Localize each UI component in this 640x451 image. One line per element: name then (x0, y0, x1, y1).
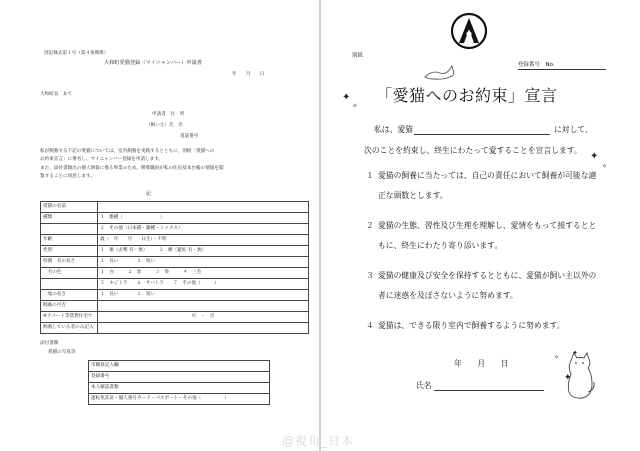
promise-text: 愛猫の生態、習性及び生理を理解し、愛情をもって接するとと (378, 221, 597, 230)
row-label: 飼養している者のみ記入 (41, 323, 98, 334)
row-value (98, 323, 309, 334)
table-row (89, 361, 270, 372)
table-row (41, 268, 309, 279)
application-form-page (0, 0, 318, 451)
table-row (41, 257, 309, 268)
declaration-page (322, 0, 640, 451)
registration-number-label: 登録番号 No. (518, 62, 555, 68)
page-divider (319, 0, 321, 451)
table-row (89, 383, 270, 394)
table-row (41, 312, 309, 323)
addressee: 大和町長 あて (40, 92, 73, 97)
table-row (41, 213, 309, 224)
row-value (98, 301, 309, 312)
row-label: 尾の長さ (41, 290, 98, 301)
form-date-line: 年 月 日 (232, 72, 265, 77)
form-number: 別記様式第１号（第４条関係） (44, 51, 109, 56)
sparkle-icon: ✧ (554, 354, 560, 361)
row-label: 特徴 毛の長さ (41, 257, 98, 268)
sparkle-icon: ✧ (352, 102, 358, 110)
attachments-item: 愛猫の写真等 (48, 350, 76, 355)
promise-text: 愛猫は、できる限り室内で飼養するように努めます。 (378, 321, 565, 330)
table-row (89, 394, 270, 405)
row-label: ※アパート等賃貸住宅で (41, 312, 98, 323)
row-label: 年齢 (41, 235, 98, 246)
row-label: 愛猫の名前 (41, 202, 98, 213)
promise-text: 正な頭数とします。 (378, 191, 448, 200)
promise-number: ２ (366, 221, 374, 230)
intro-line: 覧することに同意します。 (40, 174, 95, 179)
declaration-line-1b: に対して、 (554, 125, 593, 134)
signature-name-label: 氏名 (416, 381, 432, 390)
town-emblem-icon (450, 12, 488, 50)
row-value: １ 長い ２ 短い (98, 257, 309, 268)
cat-doodle-icon (422, 63, 456, 81)
declaration-line-1a: 私は、愛猫 (374, 125, 413, 134)
row-value: １ 白 ２ 黒 ３ 茶 ４ 三毛 (98, 268, 309, 279)
table-row (41, 290, 309, 301)
office-row: 登録番号 (89, 372, 270, 383)
row-label (41, 224, 98, 235)
row-label: 毛の色 (41, 268, 98, 279)
row-value (98, 202, 309, 213)
table-row (41, 224, 309, 235)
office-row: 本人確認書類 (89, 383, 270, 394)
row-value: １ 雑種（ ） (98, 213, 309, 224)
declaration-title: 「愛猫へのお約束」宣言 (376, 86, 558, 105)
table-row (41, 323, 309, 334)
signature-line (434, 390, 544, 391)
applicant-phone-label: 電話番号 (180, 134, 199, 139)
applicant-name-label: （飼い主）氏 名 (146, 123, 183, 128)
row-value: ２ その他（日本猫・雑種・ミックス） (98, 224, 309, 235)
cat-name-line (414, 134, 550, 135)
row-label (41, 279, 98, 290)
cat-info-table (40, 201, 309, 334)
watermark: @視角_日本 (282, 434, 355, 448)
table-row (41, 279, 309, 290)
row-label: 性別 (41, 246, 98, 257)
declaration-line-2: 次のことを約束し、終生にわたって愛することを宣言します。 (364, 146, 582, 155)
table-row (41, 235, 309, 246)
sparkle-icon: ✦ (572, 349, 578, 357)
registration-number-line (518, 69, 606, 70)
promise-number: １ (366, 171, 374, 180)
attachments-heading: 添付書類 (40, 341, 59, 346)
office-row: 市職員記入欄 (89, 361, 270, 372)
applicant-address-label: 申請者 住 所 (152, 112, 185, 117)
row-value: 可 ・ 否 (98, 312, 309, 323)
sitting-cat-icon (562, 349, 596, 402)
sparkle-icon: ✦ (564, 373, 572, 383)
promise-text: 愛猫の健康及び安全を保持するとともに、愛猫が飼い主以外の (378, 271, 597, 280)
row-value: 歳（ 年 月 日生）・不明 (98, 235, 309, 246)
intro-line: 私が飼養する下記の愛猫については、室内飼養を実践するとともに、別紙「愛猫への (40, 149, 215, 154)
sparkle-icon: ✦ (342, 92, 351, 103)
table-row (41, 202, 309, 213)
office-use-table (88, 360, 270, 405)
table-row (41, 246, 309, 257)
sparkle-icon: ✧ (602, 163, 608, 170)
row-value: ５ キジトラ ６ サバトラ ７ その他（ ） (98, 279, 309, 290)
row-label: 種類 (41, 213, 98, 224)
office-row: 運転免許証・個人番号カード・パスポート・その他（ ） (89, 394, 270, 405)
row-value: １ 長い ２ 短い (98, 290, 309, 301)
row-label: 飼養の可否 (41, 301, 98, 312)
promise-number: ４ (366, 321, 374, 330)
table-row (41, 301, 309, 312)
declaration-date-line: 年 月 日 (454, 359, 509, 368)
sparkle-icon: ✦ (590, 151, 599, 162)
promise-text: 者に迷惑を及ぼさないように努めます。 (378, 291, 518, 300)
row-value: １ 雄（去勢 有・無） ２ 雌（避妊 有・無） (98, 246, 309, 257)
table-row (89, 372, 270, 383)
promise-number: ３ (366, 271, 374, 280)
intro-line: お約束宣言」に署名し、マイニャンバー登録を申請します。 (40, 157, 164, 162)
promise-text: 愛猫の飼養に当たっては、自己の責任において飼養が可能な適 (378, 171, 597, 180)
attachment-label: 別紙 (352, 53, 364, 59)
intro-line: また、添付書類出の個人情報に係る事業のため、関係職員が私の住民基本台帳の情報を閲 (40, 166, 224, 171)
ki-heading: 記 (146, 191, 152, 197)
form-title: 大和町愛猫登録（マイニャンバー）申請書 (104, 60, 202, 66)
promise-text: もに、終生にわたり寄り添います。 (378, 241, 503, 250)
